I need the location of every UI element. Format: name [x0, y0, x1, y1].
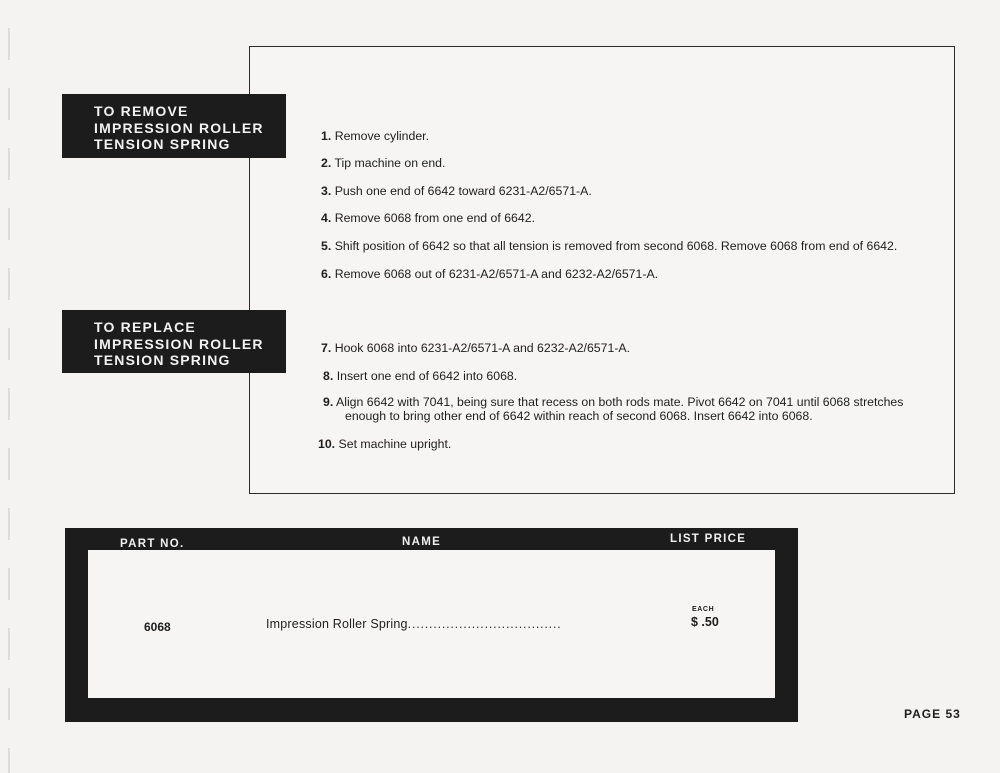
part-name: Impression Roller Spring [266, 617, 408, 631]
page-number: PAGE 53 [904, 707, 961, 721]
step-6 [321, 268, 658, 282]
table-row [88, 550, 775, 698]
step-8 [323, 370, 517, 384]
step-3 [321, 185, 592, 199]
step-number: 10. [318, 437, 336, 451]
binder-edge [8, 0, 10, 773]
step-4 [321, 212, 535, 226]
step-number: 5. [321, 239, 332, 253]
step-text-continued: enough to bring other end of 6642 within reach of second 6068. Insert 6642 into 6068. [345, 408, 813, 423]
step-1 [321, 130, 429, 144]
remove-heading-line-2: IMPRESSION ROLLER [94, 119, 264, 136]
replace-heading-line-2: IMPRESSION ROLLER [94, 335, 264, 352]
header-part-no: PART NO. [120, 538, 185, 550]
remove-heading [62, 94, 286, 158]
step-number: 4. [321, 211, 332, 225]
step-7 [321, 342, 630, 356]
dot-leader: .................................... [407, 617, 562, 631]
step-9 [323, 396, 903, 423]
header-name: NAME [402, 536, 442, 548]
step-number: 2. [321, 156, 332, 170]
step-text: Set machine upright. [338, 437, 452, 451]
step-number: 1. [321, 129, 332, 143]
remove-heading-line-1: TO REMOVE [94, 103, 189, 119]
step-text: Remove 6068 from one end of 6642. [334, 211, 535, 225]
step-number: 7. [321, 341, 332, 355]
remove-heading-line-3: TENSION SPRING [94, 136, 231, 152]
step-5 [321, 240, 897, 254]
part-name-cell [266, 617, 562, 631]
step-number: 8. [323, 369, 334, 383]
parts-table [65, 528, 798, 722]
step-text: Remove cylinder. [334, 129, 430, 143]
header-list-price: LIST PRICE [670, 533, 747, 545]
step-text: Hook 6068 into 6231-A2/6571-A and 6232-A2/6571-A. [334, 341, 631, 355]
replace-heading-line-1: TO REPLACE [94, 319, 196, 335]
replace-heading [62, 310, 286, 373]
step-text: Remove 6068 out of 6231-A2/6571-A and 6232-A2/6571-A. [334, 267, 659, 281]
step-number: 6. [321, 267, 332, 281]
step-10 [318, 438, 451, 452]
part-number-cell: 6068 [144, 620, 171, 634]
price-cell: $ .50 [691, 615, 719, 629]
price-unit-label: EACH [692, 606, 715, 613]
step-text: Shift position of 6642 so that all tension is removed from second 6068. Remove 6068 from end of 6642. [334, 239, 898, 253]
step-number: 9. [323, 395, 334, 409]
step-text: Insert one end of 6642 into 6068. [336, 369, 518, 383]
replace-heading-line-3: TENSION SPRING [94, 352, 231, 368]
step-text: Tip machine on end. [334, 156, 446, 170]
step-number: 3. [321, 184, 332, 198]
step-text: Push one end of 6642 toward 6231-A2/6571-A. [334, 184, 592, 198]
step-2 [321, 157, 445, 171]
step-text: Align 6642 with 7041, being sure that recess on both rods mate. Pivot 6642 on 7041 until 6068 stretches [336, 395, 904, 409]
